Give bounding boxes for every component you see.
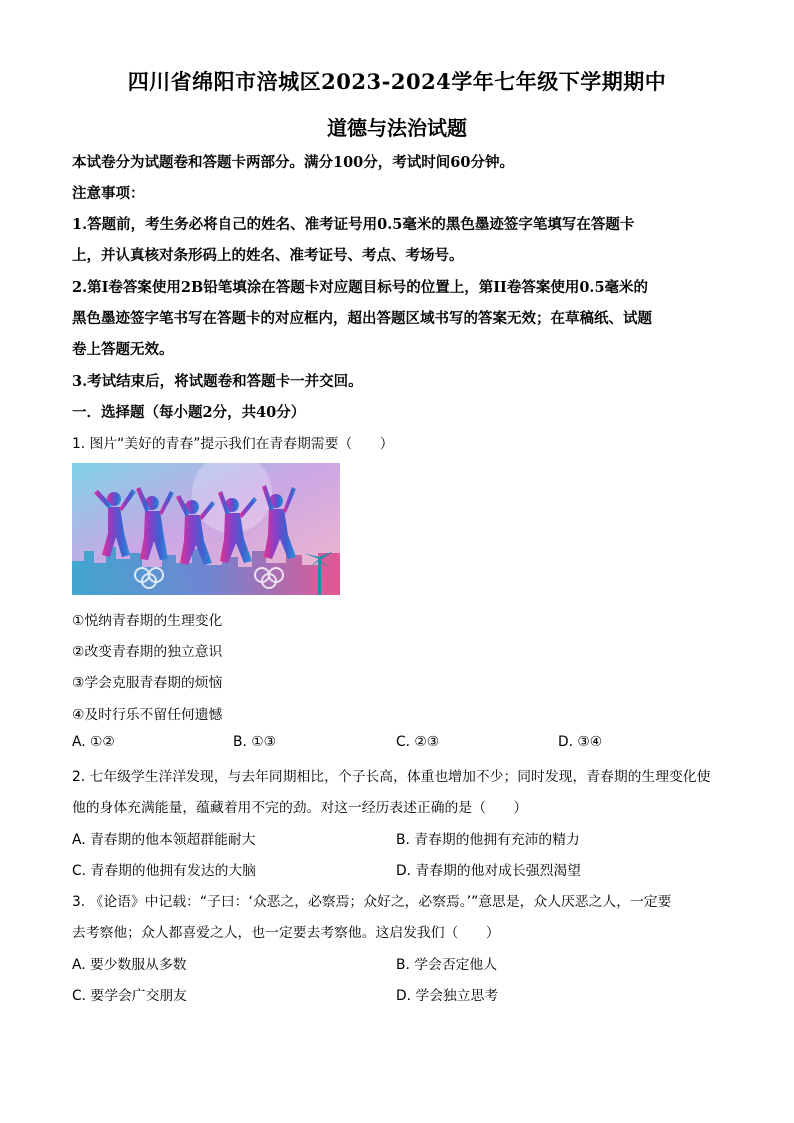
note-line: 卷上答题无效。 (72, 341, 174, 358)
exam-subtitle: 道德与法治试题 (327, 116, 467, 140)
q1-item: ①悦纳青春期的生理变化 (72, 613, 223, 629)
q1-item: ②改变青春期的独立意识 (72, 644, 223, 660)
q3-option-b[interactable]: B. 学会否定他人 (396, 957, 498, 973)
question-2-stem: 他的身体充满能量，蕴藏着用不完的劲。对这一经历表述正确的是（ ） (72, 800, 528, 816)
q3-option-c[interactable]: C. 要学会广交朋友 (72, 988, 187, 1004)
q1-option-d[interactable]: D. ③④ (558, 734, 603, 750)
q1-item: ③学会克服青春期的烦恼 (72, 675, 223, 691)
question-2-stem: 2. 七年级学生洋洋发现，与去年同期相比，个子长高，体重也增加不少；同时发现，青春期的生理变化使 (72, 769, 711, 785)
q3-option-a[interactable]: A. 要少数服从多数 (72, 957, 187, 973)
note-line: 2.第I卷答案使用2B铅笔填涂在答题卡对应题目标号的位置上，第II卷答案使用0.5毫米的 (72, 279, 649, 296)
q2-option-b[interactable]: B. 青春期的他拥有充沛的精力 (396, 832, 580, 848)
intro-text: 本试卷分为试题卷和答题卡两部分。满分100分，考试时间60分钟。 (72, 154, 514, 171)
q1-option-b[interactable]: B. ①③ (233, 734, 276, 750)
q3-option-d[interactable]: D. 学会独立思考 (396, 988, 499, 1004)
question-3-stem: 3. 《论语》中记载：“子曰：‘众恶之，必察焉；众好之，必察焉。’”意思是，众人厌恶之人，一定要 (72, 894, 672, 910)
question-3-stem: 去考察他；众人都喜爱之人，也一定要去考察他。这启发我们（ ） (72, 925, 500, 941)
note-line: 3.考试结束后，将试题卷和答题卡一并交回。 (72, 373, 363, 390)
q2-option-c[interactable]: C. 青春期的他拥有发达的大脑 (72, 863, 256, 879)
q2-option-a[interactable]: A. 青春期的他本领超群能耐大 (72, 832, 256, 848)
q1-option-a[interactable]: A. ①② (72, 734, 115, 750)
notes-heading: 注意事项： (72, 185, 145, 202)
exam-title: 四川省绵阳市涪城区2023-2024学年七年级下学期期中 (127, 69, 667, 94)
youth-illustration (72, 463, 340, 595)
section-heading: 一．选择题（每小题2分，共40分） (72, 404, 306, 421)
note-line: 黑色墨迹签字笔书写在答题卡的对应框内，超出答题区域书写的答案无效；在草稿纸、试题 (72, 310, 652, 327)
q1-item: ④及时行乐不留任何遗憾 (72, 707, 223, 723)
q1-option-c[interactable]: C. ②③ (396, 734, 440, 750)
q2-option-d[interactable]: D. 青春期的他对成长强烈渴望 (396, 863, 581, 879)
note-line: 1.答题前，考生务必将自己的姓名、准考证号用0.5毫米的黑色墨迹签字笔填写在答题卡 (72, 216, 635, 233)
note-line: 上，并认真核对条形码上的姓名、准考证号、考点、考场号。 (72, 247, 464, 264)
question-1-stem: 1. 图片“美好的青春”提示我们在青春期需要（ ） (72, 436, 394, 452)
